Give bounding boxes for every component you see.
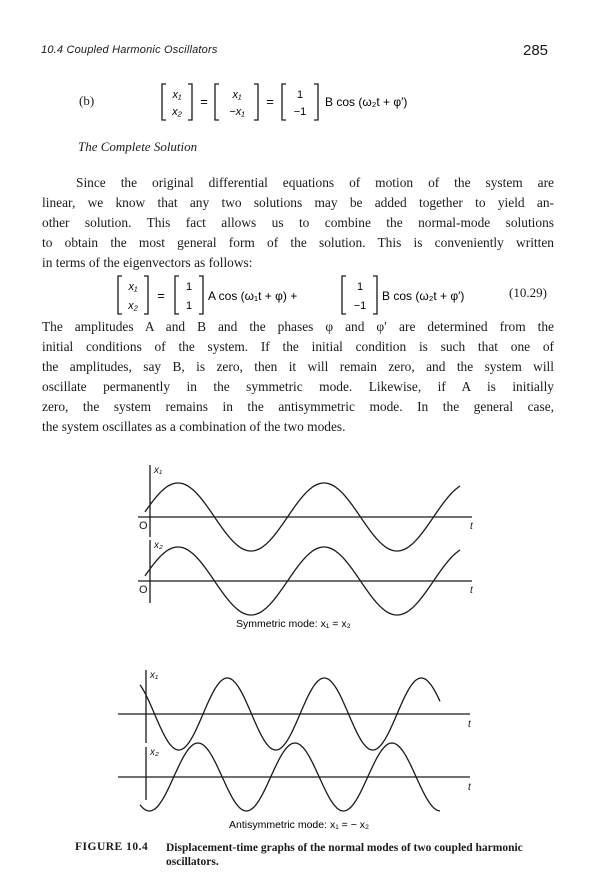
axis-label-x2: x₂ (154, 540, 163, 551)
svg-text:=: = (266, 94, 274, 109)
vec-b-mid-top: x₁ (232, 89, 242, 101)
equation-label-b: (b) (79, 93, 95, 108)
axis-label-t: t (468, 719, 471, 730)
axis-label-x1: x₁ (154, 465, 163, 476)
eq1029-a-bottom: 1 (185, 300, 193, 312)
eq1029-term-b: B cos (ω₂t + φ′) (382, 289, 465, 303)
antisymmetric-mode-caption: Antisymmetric mode: x₁ = − x₂ (229, 819, 370, 831)
paragraph-1-line: Since the original differential equations of motion of the system are (76, 175, 554, 190)
figure-caption-text: Displacement-time graphs of the normal modes of two coupled harmonic oscillators. (166, 842, 523, 868)
equation-number: (10.29) (509, 285, 547, 300)
page-number: 285 (523, 42, 549, 59)
eq-b-tail: B cos (ω₂t + φ′) (325, 95, 408, 109)
paragraph-2-line: the system oscillates as a combination of the two modes. (42, 419, 346, 434)
eq1029-term-a: A cos (ω₁t + φ) + (208, 289, 298, 303)
vector-mid (215, 84, 258, 120)
eq1029-a-top: 1 (185, 281, 193, 293)
svg-text:=: = (200, 94, 208, 109)
paragraph-1-line: in terms of the eigenvectors as follows: (42, 255, 253, 270)
paragraph-2-line: initial conditions of the system. If the initial condition is such that one of (42, 339, 554, 354)
eq1029-left-bottom: x₂ (128, 300, 138, 312)
equation-b (155, 80, 455, 124)
paragraph-1-line: other solution. This fact allows us to combine the normal-mode solutions (42, 215, 554, 230)
subheading: The Complete Solution (78, 139, 198, 154)
paragraph-1-line: to obtain the most general form of the solution. This is conveniently written (42, 235, 554, 250)
eq1029-left-top: x₁ (128, 281, 138, 293)
vec-b-mid-bottom: −x₁ (229, 106, 245, 118)
paragraph-2-line: the amplitudes, say B, is zero, then it will remain zero, and the system will (42, 359, 554, 374)
axis-label-t: t (468, 782, 471, 793)
paragraph-2 (42, 317, 554, 437)
figure-10-4 (0, 455, 595, 835)
svg-text:=: = (157, 288, 165, 303)
axis-label-t: t (470, 521, 473, 532)
paragraph-1 (42, 173, 554, 273)
paragraph-2-line: zero, the system remains in the antisymmetric mode. In the general case, (42, 399, 554, 414)
running-header-section: 10.4 Coupled Harmonic Oscillators (41, 44, 218, 56)
paragraph-1-line: linear, we know that any two solutions may be added together to yield an- (42, 195, 554, 210)
origin-label: O (139, 520, 148, 532)
axis-label-x2: x₂ (150, 747, 159, 758)
figure-caption-label: FIGURE 10.4 (75, 841, 149, 853)
paragraph-2-line: The amplitudes A and B and the phases φ and φ′ are determined from the (42, 319, 554, 334)
axis-label-t: t (470, 585, 473, 596)
origin-label: O (139, 584, 148, 596)
paragraph-2-line: oscillate permanently in the symmetric mode. Likewise, if A is initially (42, 379, 554, 394)
vec-b-left-top: x₁ (172, 89, 182, 101)
vector-right (282, 84, 318, 120)
vector-x (162, 84, 192, 120)
vector-b (342, 276, 377, 314)
equation-10-29 (112, 272, 502, 318)
symmetric-mode-caption: Symmetric mode: x₁ = x₂ (236, 618, 351, 630)
vec-b-left-bottom: x₂ (172, 106, 182, 118)
axis-label-x1: x₁ (150, 670, 159, 681)
vec-b-right-top: 1 (296, 89, 304, 101)
vector-x (118, 276, 148, 314)
eq1029-b-top: 1 (356, 281, 364, 293)
vec-b-right-bottom: −1 (293, 106, 307, 118)
eq1029-b-bottom: −1 (353, 300, 367, 312)
vector-a (175, 276, 203, 314)
